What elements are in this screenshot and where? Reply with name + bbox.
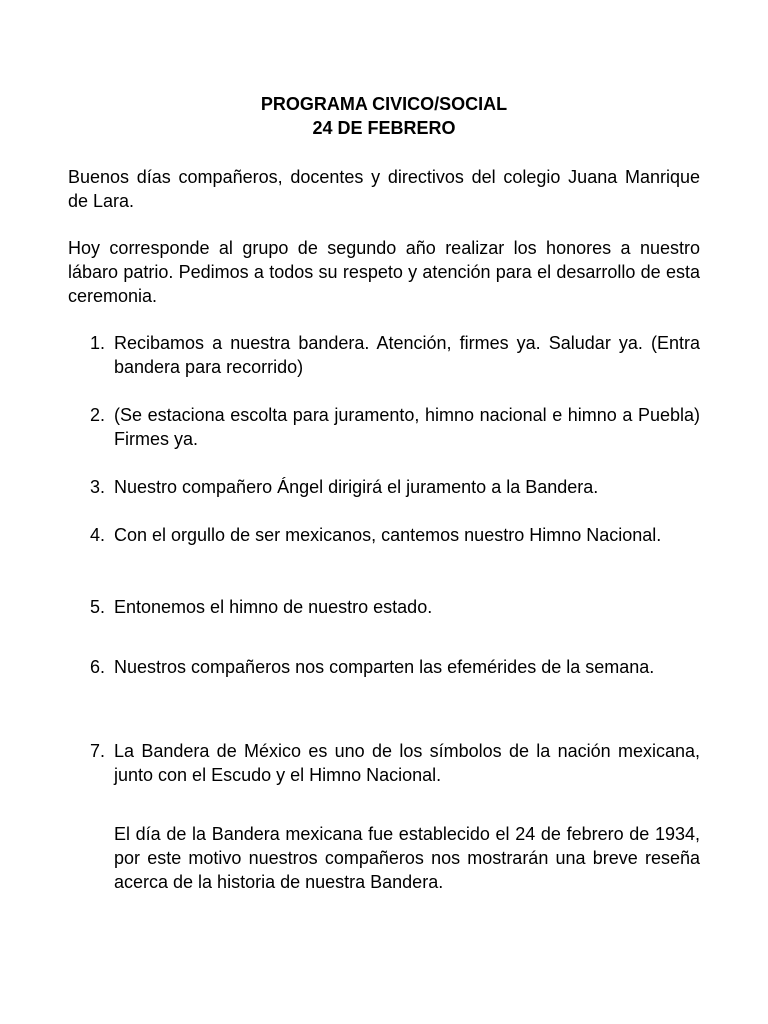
list-item-text: Nuestro compañero Ángel dirigirá el juramento a la Bandera. [114,477,599,497]
list-item-number: 1. [90,333,106,353]
list-item-4 [90,523,700,547]
list-item-2 [90,403,700,451]
list-item-number: 6. [90,657,106,677]
list-item-number: 2. [90,405,106,425]
list-item-number: 4. [90,525,106,545]
list-item-number: 5. [90,597,106,617]
list-item-5 [90,595,700,619]
document-title [0,92,768,140]
title-line-1: PROGRAMA CIVICO/SOCIAL [260,94,508,114]
list-item-7 [90,739,700,787]
intro-paragraph: Hoy corresponde al grupo de segundo año realizar los honores a nuestro lábaro patrio. Pedimos a todos su respeto y atención para el desarrollo de esta ceremonia. [68,238,700,306]
list-item-number: 3. [90,477,106,497]
title-line-2: 24 DE FEBRERO [312,118,456,138]
list-item-1 [90,331,700,379]
greeting-paragraph: Buenos días compañeros, docentes y directivos del colegio Juana Manrique de Lara. [68,167,700,211]
list-item-text: Recibamos a nuestra bandera. Atención, firmes ya. Saludar ya. (Entra bandera para recorrido) [114,333,700,377]
list-item-text: Nuestros compañeros nos comparten las efemérides de la semana. [114,657,655,677]
list-item-text: (Se estaciona escolta para juramento, himno nacional e himno a Puebla) Firmes ya. [114,405,700,449]
list-item-text: Entonemos el himno de nuestro estado. [114,597,433,617]
list-item-text: La Bandera de México es uno de los símbolos de la nación mexicana, junto con el Escudo y el Himno Nacional. [114,741,700,785]
list-item-6 [90,655,700,679]
list-item-number: 7. [90,741,106,761]
closing-note: El día de la Bandera mexicana fue establecido el 24 de febrero de 1934, por este motivo nuestros compañeros nos mostrarán una breve reseña acerca de la historia de nuestra Bandera. [114,824,700,892]
list-item-text: Con el orgullo de ser mexicanos, cantemos nuestro Himno Nacional. [114,525,662,545]
list-item-3 [90,475,700,499]
